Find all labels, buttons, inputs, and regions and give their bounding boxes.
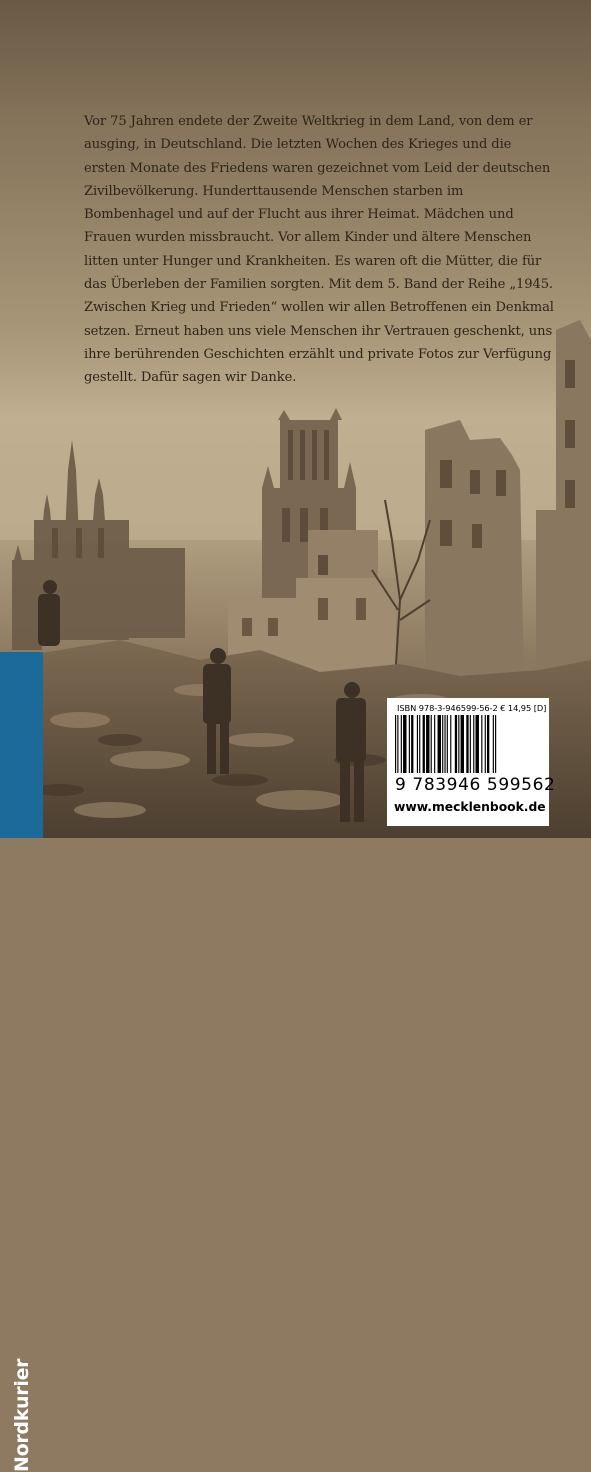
barcode-bar [493,715,494,773]
barcode-bar [434,715,435,773]
barcode-bar [419,715,420,773]
barcode-bar [417,715,418,773]
barcode-bar [495,715,496,773]
barcode-bar [487,715,489,773]
barcode-bar [438,715,441,773]
barcode-bar [485,715,486,773]
barcode-bar [403,715,406,773]
back-cover-blurb: Vor 75 Jahren endete der Zweite Weltkrieg in dem Land, von dem er ausging, in Deutschland. Die letzten Wochen des Krieges und die ersten Monate des Friedens waren gezeichnet vom Leid der deutschen Zivilbevölkerung. Hunderttausende Menschen starben im Bombenhagel und auf der Flucht aus ihrer Heimat. Mädchen und Frauen wurden missbraucht. Vor allem Kinder und ältere Menschen litten unter Hunger und Krankheiten. Es waren oft die Mütter, die für das Überleben der Familien sorgten. Mit dem 5. Band der Reihe „1945. Zwischen Krieg und Frieden“ wollen wir allen Betroffenen ein Denkmal setzen. Erneut haben uns viele Menschen ihr Vertrauen geschenkt, uns ihre berührenden Geschichten erzählt und private Fotos zur Verfügung gestellt. Dafür sagen wir Danke. [84,114,554,386]
barcode-bar [481,715,482,773]
barcode-bar [461,715,464,773]
barcode-bar [450,715,451,773]
barcode-bar [470,715,471,773]
barcode-bar [431,715,432,773]
publisher-logo-text: Nordkurier [11,1358,33,1472]
barcode-bar [395,715,396,773]
publisher-website: www.mecklenbook.de [394,800,546,814]
publisher-sidebar [0,652,43,1472]
barcode-bar [397,715,398,773]
isbn-price-line: ISBN 978-3-946599-56-2 € 14,95 [D] [397,703,547,713]
barcode-bar [455,715,457,773]
barcode-bar [442,715,443,773]
barcode-bar [458,715,459,773]
barcode-bar [401,715,402,773]
barcode-bar [423,715,425,773]
barcode-bar [466,715,468,773]
barcode-bar [409,715,410,773]
barcode-bar [426,715,429,773]
barcode-bar [473,715,474,773]
barcode-digits: 9 783946 599562 [395,775,556,795]
barcode-panel [387,698,556,826]
barcode-bar [447,715,448,773]
ean-barcode [393,715,543,779]
barcode-bar [444,715,445,773]
barcode-bar [476,715,479,773]
barcode-bar [411,715,413,773]
